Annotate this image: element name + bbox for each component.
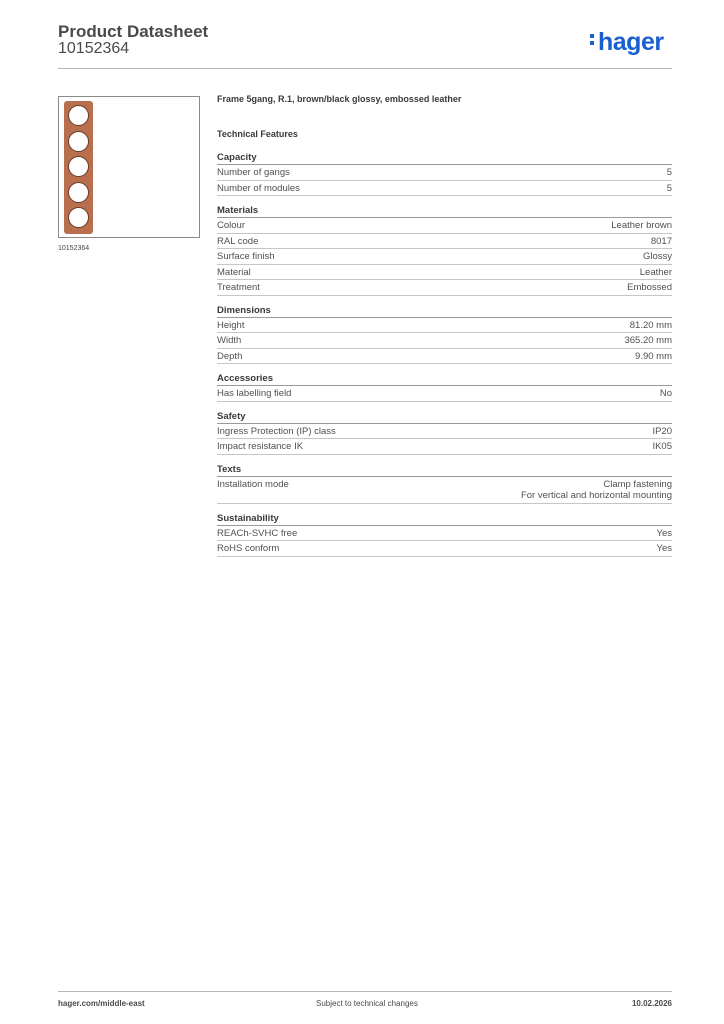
spec-value: [657, 528, 673, 540]
spec-label: Impact resistance IK: [217, 441, 304, 452]
spec-row: [217, 439, 672, 455]
frame-illustration-icon: [64, 101, 93, 234]
spec-value: [635, 351, 672, 363]
spec-section: [217, 152, 672, 196]
footer-date: 10.02.2026: [631, 999, 672, 1008]
spec-label: Has labelling field: [217, 388, 292, 399]
section-title: Safety: [217, 411, 672, 424]
section-title: Sustainability: [217, 513, 672, 526]
spec-label: Number of gangs: [217, 167, 290, 178]
spec-value: [652, 426, 672, 438]
spec-section: [217, 373, 672, 402]
spec-value-line: Yes: [656, 543, 672, 554]
spec-section: [217, 305, 672, 365]
header-divider: [58, 68, 672, 69]
spec-value: [652, 441, 672, 453]
spec-label: Ingress Protection (IP) class: [217, 425, 336, 437]
logo-text: hager: [598, 28, 664, 56]
spec-row: [217, 424, 672, 440]
spec-value: [630, 320, 672, 332]
spec-value-line: 365.20 mm: [624, 335, 672, 346]
frame-opening-icon: [68, 182, 89, 203]
spec-label: Treatment: [217, 282, 260, 293]
frame-opening-icon: [68, 156, 89, 177]
spec-value-line: Embossed: [627, 282, 672, 293]
spec-value: [640, 267, 672, 279]
spec-section: [217, 464, 672, 504]
image-caption: 10152364: [58, 245, 90, 252]
spec-content: [217, 94, 672, 557]
spec-value-line: 81.20 mm: [629, 319, 672, 331]
spec-value-line: IK05: [652, 441, 672, 452]
spec-row: [217, 541, 672, 557]
spec-value-line: 9.90 mm: [635, 350, 672, 362]
hager-logo[interactable]: [592, 28, 664, 57]
spec-value-line: IP20: [652, 425, 672, 437]
footer-notice: Subject to technical changes: [316, 999, 418, 1008]
spec-label: Width: [217, 335, 242, 346]
spec-label: Depth: [217, 350, 243, 362]
spec-label: RoHS conform: [217, 543, 280, 554]
frame-opening-icon: [68, 105, 89, 126]
product-name: Frame 5gang, R.1, brown/black glossy, embossed leather: [217, 94, 462, 104]
spec-value: [657, 543, 673, 555]
spec-label: Colour: [217, 220, 245, 231]
section-title: Dimensions: [217, 305, 672, 318]
product-image: [58, 96, 200, 238]
spec-value-line: Yes: [656, 527, 672, 539]
section-title: Materials: [217, 205, 672, 218]
spec-value-line: 5: [666, 167, 672, 178]
spec-value-line: 5: [666, 182, 672, 194]
spec-value-line: Glossy: [642, 251, 672, 262]
spec-value-line: Clamp fastening: [603, 478, 672, 490]
spec-sections: [217, 152, 672, 557]
spec-label: Number of modules: [217, 182, 300, 194]
spec-row: [217, 526, 672, 542]
spec-row: [217, 349, 672, 365]
spec-row: [217, 477, 672, 504]
footer-divider: [58, 991, 672, 992]
spec-label: Material: [217, 266, 251, 278]
spec-row: [217, 333, 672, 349]
section-title: Capacity: [217, 152, 672, 165]
frame-opening-icon: [68, 207, 89, 228]
spec-value: [611, 220, 672, 232]
spec-value-line: Leather: [639, 266, 672, 278]
product-number: 10152364: [58, 40, 130, 57]
spec-value: [624, 335, 672, 347]
spec-value-line: Leather brown: [611, 220, 672, 231]
spec-value-line: For vertical and horizontal mounting: [520, 490, 672, 501]
technical-features-heading: Technical Features: [217, 129, 298, 139]
spec-row: [217, 249, 672, 265]
spec-label: Installation mode: [217, 478, 289, 490]
section-title: Texts: [217, 464, 672, 477]
section-title: Accessories: [217, 373, 672, 386]
spec-label: REACh-SVHC free: [217, 527, 298, 539]
spec-value: [627, 282, 672, 294]
spec-row: [217, 234, 672, 250]
spec-section: [217, 205, 672, 296]
spec-value: [667, 183, 672, 195]
footer-website[interactable]: hager.com/middle-east: [58, 999, 145, 1008]
spec-section: [217, 411, 672, 455]
spec-value: [643, 251, 672, 263]
spec-value-line: No: [659, 388, 672, 399]
spec-row: [217, 165, 672, 181]
spec-label: Height: [217, 319, 245, 331]
spec-label: RAL code: [217, 235, 259, 247]
spec-row: [217, 265, 672, 281]
spec-value: [521, 479, 672, 502]
spec-label: Surface finish: [217, 251, 275, 262]
spec-row: [217, 280, 672, 296]
spec-value: [667, 167, 672, 179]
page-title: Product Datasheet: [58, 22, 209, 41]
spec-row: [217, 386, 672, 402]
spec-row: [217, 218, 672, 234]
spec-value-line: 8017: [650, 235, 672, 247]
spec-value: [651, 236, 672, 248]
logo-dots-icon: [590, 34, 595, 48]
frame-opening-icon: [68, 131, 89, 152]
spec-value: [660, 388, 672, 400]
spec-section: [217, 513, 672, 557]
spec-row: [217, 318, 672, 334]
spec-row: [217, 181, 672, 197]
